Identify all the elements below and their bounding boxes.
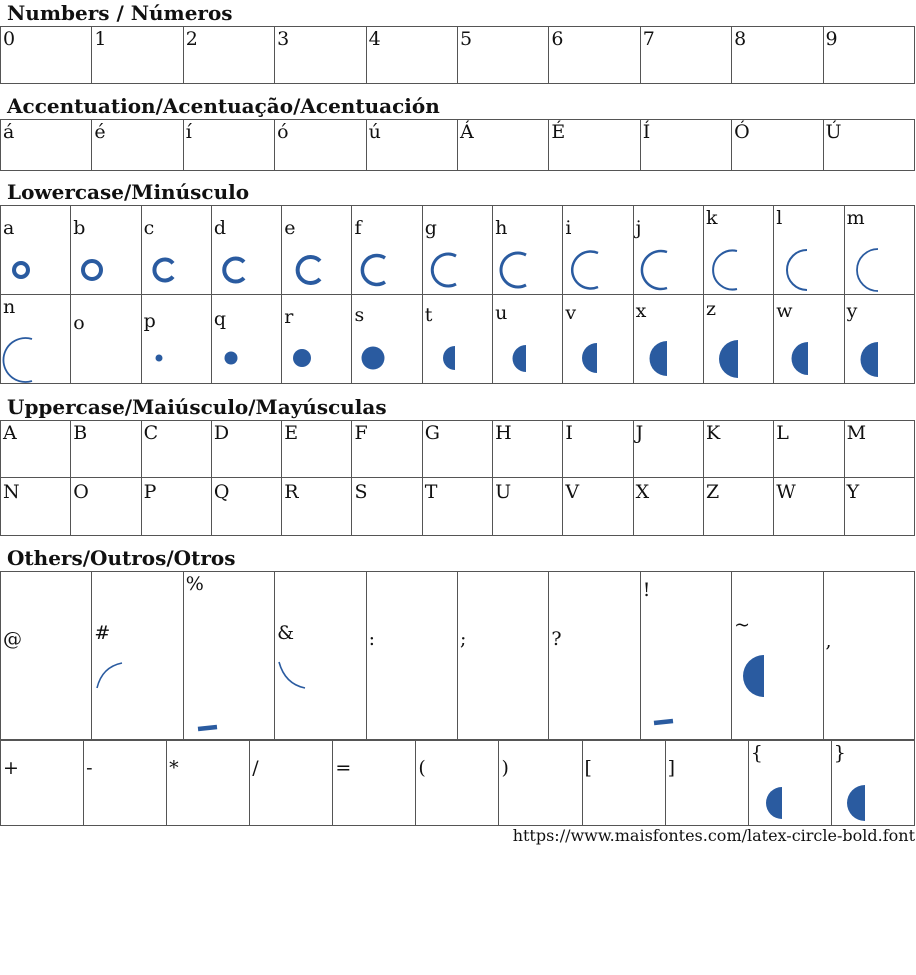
glyph-label: : (368, 628, 375, 650)
glyph-label: i (565, 217, 572, 239)
glyph-label: O (73, 481, 89, 503)
glyph-label: a (3, 217, 15, 239)
glyph-cell (1, 206, 71, 295)
glyph-label: Y (846, 481, 860, 503)
glyph-label: ) (501, 757, 509, 779)
glyph-label: * (169, 757, 179, 779)
glyph-semicircle-icon (749, 741, 832, 826)
glyph-cell (549, 120, 640, 171)
glyph-cell (774, 421, 844, 478)
glyph-cell (732, 120, 823, 171)
glyph-label: ! (642, 579, 651, 601)
glyph-cell (633, 421, 703, 478)
glyph-cell (1, 120, 92, 171)
glyph-cell (1, 421, 71, 478)
glyph-cell (211, 478, 281, 536)
glyph-label: p (143, 310, 156, 332)
glyph-label: 1 (94, 28, 107, 50)
glyph-cell (352, 206, 422, 295)
others-grid-1 (0, 571, 915, 740)
section-title-lowercase: Lowercase/Minúsculo (7, 180, 250, 204)
glyph-label: C (143, 422, 159, 444)
glyph-label: 2 (185, 28, 198, 50)
glyph-cell (665, 741, 748, 826)
glyph-label: l (776, 207, 783, 229)
glyph-cell (774, 206, 844, 295)
glyph-cell (831, 741, 914, 826)
glyph-cell (844, 421, 914, 478)
glyph-semicircle-icon (845, 295, 915, 384)
glyph-label: D (213, 422, 230, 444)
glyph-arc-icon (352, 206, 422, 295)
glyph-label: v (565, 302, 577, 324)
glyph-label: ó (277, 121, 289, 143)
glyph-label: r (284, 306, 294, 328)
glyph-cell (563, 478, 633, 536)
glyph-label: R (284, 481, 299, 503)
glyph-cell (563, 206, 633, 295)
glyph-label: L (776, 422, 789, 444)
glyph-label: o (73, 312, 85, 334)
glyph-label: I (565, 422, 573, 444)
glyph-cell (457, 572, 548, 740)
glyph-cell (499, 741, 582, 826)
glyph-cell (748, 741, 831, 826)
glyph-label: í (185, 121, 192, 143)
glyph-cell (457, 120, 548, 171)
glyph-label: É (551, 121, 566, 143)
glyph-label: ( (418, 757, 426, 779)
glyph-label: E (284, 422, 299, 444)
uppercase-grid (0, 420, 915, 536)
glyph-cell (640, 27, 731, 84)
glyph-cell (183, 120, 274, 171)
glyph-dash-icon (184, 572, 275, 740)
glyph-label: x (635, 300, 647, 322)
glyph-label: J (635, 422, 644, 444)
section-title-others: Others/Outros/Otros (7, 546, 236, 570)
glyph-cell (1, 27, 92, 84)
glyph-cell (183, 572, 274, 740)
glyph-label: / (252, 757, 259, 779)
glyph-arc-icon (142, 206, 212, 295)
glyph-arc-icon (493, 206, 563, 295)
glyph-label: d (213, 217, 227, 239)
glyph-label: f (354, 217, 362, 239)
glyph-cell (92, 572, 183, 740)
glyph-cell (211, 206, 281, 295)
glyph-semicircle-icon (493, 295, 563, 384)
glyph-arc-icon (212, 206, 282, 295)
glyph-label: 3 (277, 28, 290, 50)
glyph-cell (141, 295, 211, 384)
glyph-label: & (277, 622, 295, 644)
glyph-cell (1, 741, 84, 826)
glyph-label: m (846, 207, 865, 229)
glyph-label: ? (551, 628, 562, 650)
glyph-cell (563, 421, 633, 478)
glyph-label: ; (459, 628, 467, 650)
glyph-arc-icon (92, 572, 183, 740)
glyph-cell (633, 295, 703, 384)
glyph-label: s (354, 304, 365, 326)
glyph-label: z (705, 298, 716, 320)
section-title-numbers: Numbers / Números (7, 1, 233, 25)
glyph-label: k (705, 207, 718, 229)
glyph-arc-icon (774, 206, 844, 295)
glyph-label: Ó (734, 121, 750, 143)
section-title-uppercase: Uppercase/Maiúsculo/Mayúsculas (7, 395, 387, 419)
glyph-cell (844, 295, 914, 384)
glyph-cell (250, 741, 333, 826)
glyph-arc-icon (282, 206, 352, 295)
glyph-cell (92, 120, 183, 171)
glyph-cell (422, 206, 492, 295)
glyph-cell (366, 572, 457, 740)
others-grid-2 (0, 740, 915, 826)
glyph-cell (493, 295, 563, 384)
glyph-cell (732, 572, 823, 740)
numbers-grid (0, 26, 915, 84)
glyph-dot-icon (352, 295, 422, 384)
glyph-label: { (750, 742, 763, 764)
glyph-cell (183, 27, 274, 84)
glyph-label: w (776, 300, 793, 322)
glyph-cell (563, 295, 633, 384)
glyph-label: # (94, 622, 111, 644)
glyph-label: ~ (734, 614, 751, 636)
glyph-arc-icon (634, 206, 704, 295)
glyph-label: q (213, 308, 227, 330)
glyph-label: Í (642, 121, 651, 143)
glyph-cell (167, 741, 250, 826)
glyph-cell (282, 295, 352, 384)
glyph-label: t (424, 304, 433, 326)
glyph-cell (1, 295, 71, 384)
accentuation-grid (0, 119, 915, 171)
glyph-cell (416, 741, 499, 826)
glyph-cell (633, 478, 703, 536)
glyph-cell (211, 295, 281, 384)
footer-url[interactable]: https://www.maisfontes.com/latex-circle-bold.font (512, 826, 915, 845)
glyph-semicircle-icon (634, 295, 704, 384)
glyph-label: 7 (642, 28, 655, 50)
glyph-ring-icon (71, 206, 141, 295)
glyph-label: [ (584, 757, 592, 779)
glyph-label: 8 (734, 28, 747, 50)
glyph-cell (333, 741, 416, 826)
glyph-semicircle-icon (774, 295, 844, 384)
glyph-cell (844, 478, 914, 536)
glyph-label: u (495, 302, 508, 324)
glyph-cell (703, 478, 773, 536)
glyph-cell (71, 421, 141, 478)
glyph-cell (422, 421, 492, 478)
glyph-arc-icon (1, 295, 71, 384)
glyph-cell (640, 120, 731, 171)
glyph-label: j (635, 217, 642, 239)
glyph-label: } (833, 742, 846, 764)
glyph-label: Ú (825, 121, 842, 143)
glyph-label: 4 (368, 28, 381, 50)
glyph-cell (549, 572, 640, 740)
glyph-dot-icon (142, 295, 212, 384)
glyph-dash-icon (641, 572, 732, 740)
glyph-cell (422, 478, 492, 536)
glyph-semicircle-icon (832, 741, 915, 826)
glyph-cell (457, 27, 548, 84)
glyph-label: W (776, 481, 796, 503)
glyph-cell (352, 478, 422, 536)
glyph-cell (549, 27, 640, 84)
glyph-label: é (94, 121, 106, 143)
glyph-cell (84, 741, 167, 826)
glyph-label: ] (667, 757, 676, 779)
glyph-ring-icon (1, 206, 71, 295)
glyph-label: Q (213, 481, 230, 503)
glyph-cell (92, 27, 183, 84)
glyph-cell (844, 206, 914, 295)
glyph-cell (275, 27, 366, 84)
glyph-label: V (565, 481, 580, 503)
glyph-label: M (846, 422, 867, 444)
glyph-label: Z (705, 481, 720, 503)
glyph-label: S (354, 481, 368, 503)
glyph-cell (640, 572, 731, 740)
glyph-cell (823, 27, 914, 84)
glyph-cell (141, 421, 211, 478)
glyph-cell (275, 120, 366, 171)
glyph-label: b (73, 217, 86, 239)
glyph-cell (1, 572, 92, 740)
glyph-arc-icon (563, 206, 633, 295)
glyph-cell (493, 206, 563, 295)
glyph-cell (1, 478, 71, 536)
glyph-label: c (143, 217, 155, 239)
glyph-arc-icon (845, 206, 915, 295)
glyph-label: 6 (551, 28, 564, 50)
glyph-label: H (495, 422, 512, 444)
glyph-cell (493, 421, 563, 478)
glyph-cell (352, 295, 422, 384)
glyph-label: % (185, 573, 204, 595)
glyph-cell (582, 741, 665, 826)
glyph-semicircle-icon (423, 295, 493, 384)
glyph-label: 0 (3, 28, 16, 50)
glyph-label: e (284, 217, 296, 239)
glyph-cell (211, 421, 281, 478)
glyph-cell (366, 120, 457, 171)
glyph-cell (141, 206, 211, 295)
glyph-cell (703, 295, 773, 384)
glyph-label: U (495, 481, 512, 503)
glyph-cell (282, 206, 352, 295)
glyph-label: T (424, 481, 438, 503)
glyph-cell (71, 295, 141, 384)
glyph-label: Á (459, 121, 474, 143)
glyph-label: A (3, 422, 17, 444)
glyph-label: P (143, 481, 157, 503)
glyph-cell (282, 478, 352, 536)
glyph-dot-icon (212, 295, 282, 384)
glyph-label: = (335, 757, 352, 779)
lowercase-grid (0, 205, 915, 384)
glyph-label: + (3, 757, 19, 779)
glyph-label: X (635, 481, 650, 503)
glyph-label: h (495, 217, 508, 239)
glyph-cell (774, 478, 844, 536)
glyph-cell (282, 421, 352, 478)
glyph-label: K (705, 422, 721, 444)
glyph-arc-icon (704, 206, 774, 295)
glyph-label: , (825, 630, 832, 652)
glyph-label: B (73, 422, 88, 444)
glyph-cell (703, 421, 773, 478)
glyph-semicircle-icon (563, 295, 633, 384)
section-title-accentuation: Accentuation/Acentuação/Acentuación (7, 94, 440, 118)
glyph-dot-icon (282, 295, 352, 384)
glyph-cell (493, 478, 563, 536)
glyph-cell (71, 206, 141, 295)
glyph-cell (422, 295, 492, 384)
glyph-cell (703, 206, 773, 295)
glyph-label: @ (3, 628, 22, 650)
glyph-semicircle-icon (732, 572, 823, 740)
glyph-label: g (424, 217, 437, 239)
glyph-label: ú (368, 121, 381, 143)
glyph-cell (366, 27, 457, 84)
glyph-label: G (424, 422, 440, 444)
glyph-label: - (86, 757, 93, 779)
glyph-label: F (354, 422, 368, 444)
glyph-cell (352, 421, 422, 478)
glyph-cell (71, 478, 141, 536)
glyph-label: 5 (459, 28, 473, 50)
glyph-label: y (846, 300, 858, 322)
glyph-semicircle-icon (704, 295, 774, 384)
glyph-cell (732, 27, 823, 84)
glyph-arc-icon (423, 206, 493, 295)
glyph-cell (823, 572, 914, 740)
glyph-label: n (3, 296, 16, 318)
glyph-label: N (3, 481, 20, 503)
glyph-cell (141, 478, 211, 536)
glyph-cell (823, 120, 914, 171)
glyph-cell (275, 572, 366, 740)
glyph-cell (774, 295, 844, 384)
glyph-arc-icon (275, 572, 366, 740)
glyph-label: á (3, 121, 15, 143)
glyph-cell (633, 206, 703, 295)
glyph-label: 9 (825, 28, 838, 50)
